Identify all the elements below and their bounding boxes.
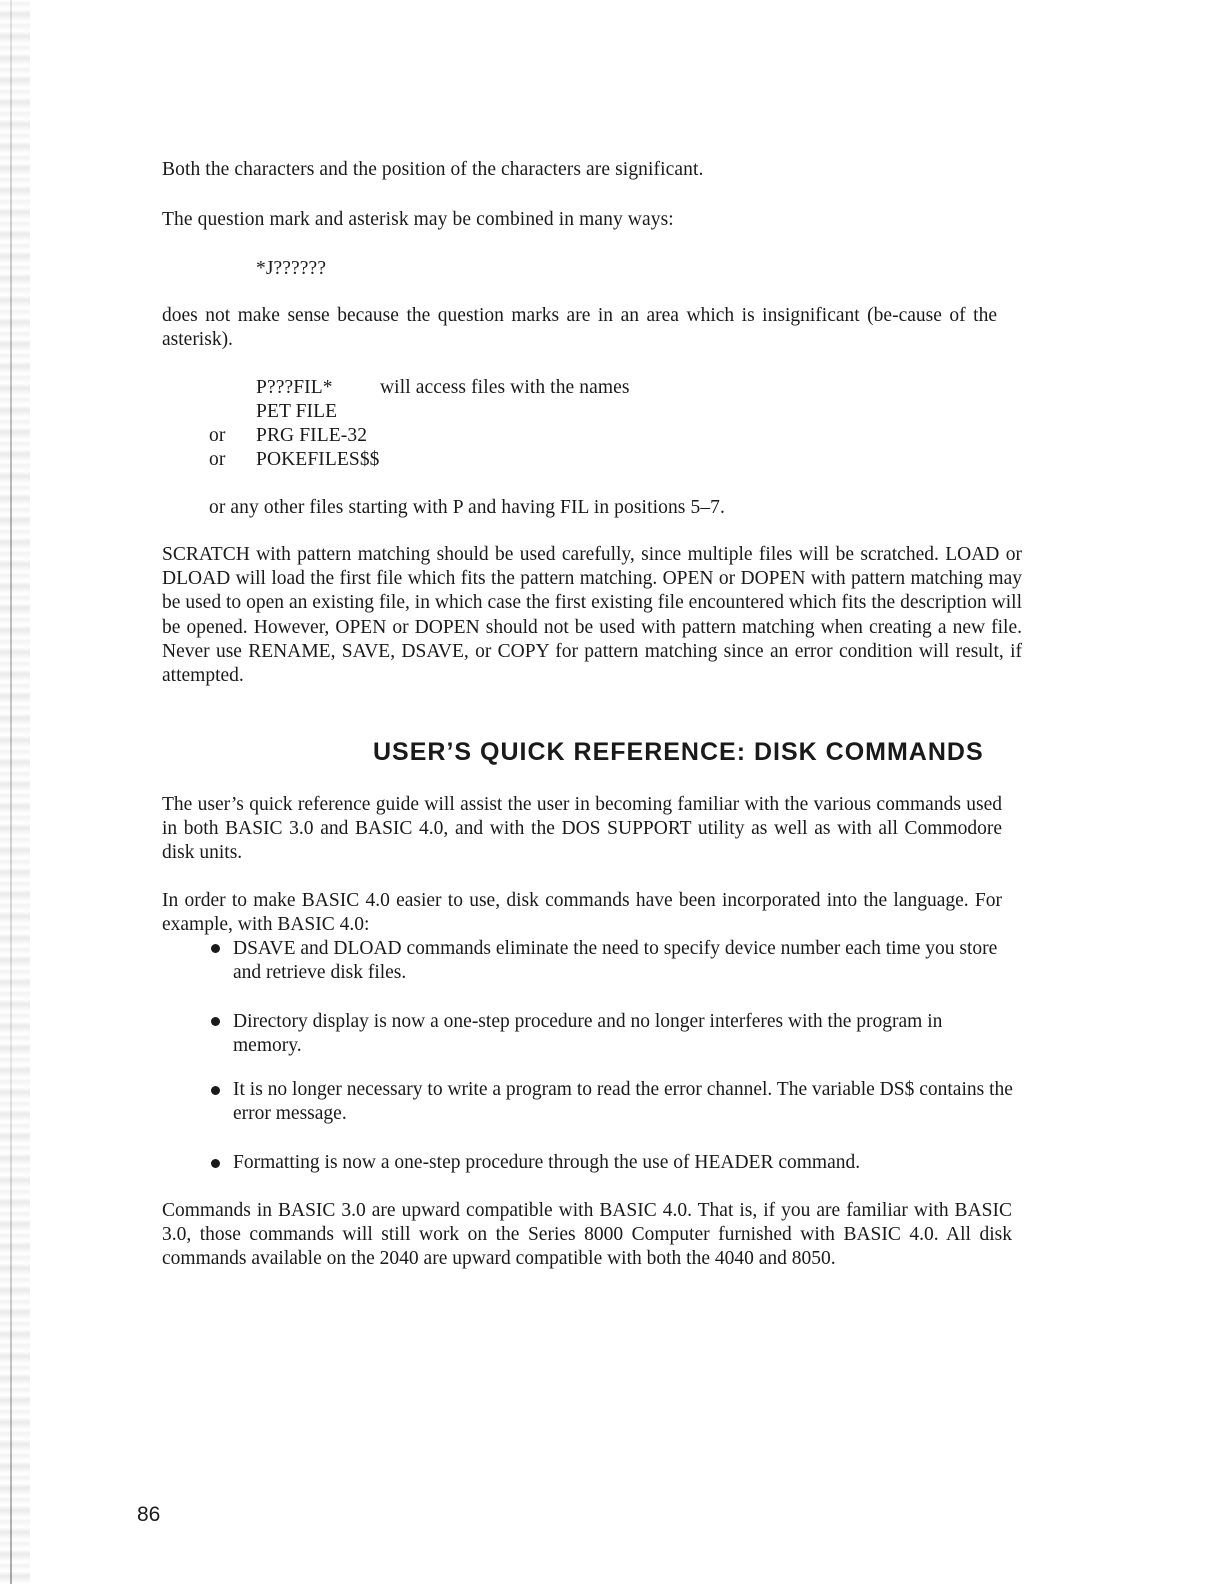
paragraph-guide: The user’s quick reference guide will assist the user in becoming familiar with the various commands used in both BASIC 3.0 and BASIC 4.0, and with the DOS SUPPORT utility as well as with all Commodore disk units. xyxy=(162,794,1002,864)
bullet-icon xyxy=(211,944,220,953)
paragraph-insignificant: does not make sense because the question marks are in an area which is insignificant (be-cause of the asterisk). xyxy=(162,305,997,351)
pattern-description: will access files with the names xyxy=(380,377,630,398)
scan-binding-edge xyxy=(0,0,30,1584)
paragraph-combined: The question mark and asterisk may be combined in many ways: xyxy=(162,209,674,230)
bullet-item: It is no longer necessary to write a program to read the error channel. The variable DS$ contains the error message. xyxy=(233,1079,1013,1125)
pattern-row-name: POKEFILES$$ xyxy=(256,449,380,470)
paragraph-significant: Both the characters and the position of the characters are significant. xyxy=(162,159,704,180)
paragraph-compat: Commands in BASIC 3.0 are upward compatible with BASIC 4.0. That is, if you are familiar with BASIC 3.0, those commands will still work on the Series 8000 Computer furnished with BASIC 4.0. All disk commands available on the 2040 are upward compatible with both the 4040 and 8050. xyxy=(162,1200,1012,1270)
paragraph-order: In order to make BASIC 4.0 easier to use, disk commands have been incorporated into the language. For example, with BASIC 4.0: xyxy=(162,890,1002,936)
pattern-row-prefix: or xyxy=(209,449,226,470)
bullet-icon xyxy=(211,1159,220,1168)
pattern-row-prefix: or xyxy=(209,425,226,446)
example-pattern-1: *J?????? xyxy=(256,258,327,279)
page-number: 86 xyxy=(137,1503,161,1526)
bullet-item: Formatting is now a one-step procedure through the use of HEADER command. xyxy=(233,1152,861,1173)
pattern-code: P???FIL* xyxy=(256,377,333,398)
section-heading: USER’S QUICK REFERENCE: DISK COMMANDS xyxy=(373,738,984,766)
bullet-icon xyxy=(211,1086,220,1095)
pattern-row-name: PRG FILE-32 xyxy=(256,425,368,446)
bullet-icon xyxy=(211,1017,220,1026)
bullet-item: Directory display is now a one-step procedure and no longer interferes with the program in memory. xyxy=(233,1011,943,1057)
bullet-item: DSAVE and DLOAD commands eliminate the need to specify device number each time you store and retrieve disk files. xyxy=(233,938,998,984)
paragraph-scratch: SCRATCH with pattern matching should be used carefully, since multiple files will be scratched. LOAD or DLOAD will load the first file which fits the pattern matching. OPEN or DOPEN with pattern matching may be used to open an existing file, in which case the first existing file encountered which fits the description will be opened. However, OPEN or DOPEN should not be used with pattern matching when creating a new file. Never use RENAME, SAVE, DSAVE, or COPY for pattern matching since an error condition will result, if attempted. xyxy=(162,544,1022,687)
pattern-summary: or any other files starting with P and having FIL in positions 5–7. xyxy=(209,497,725,518)
pattern-row-name: PET FILE xyxy=(256,401,338,422)
